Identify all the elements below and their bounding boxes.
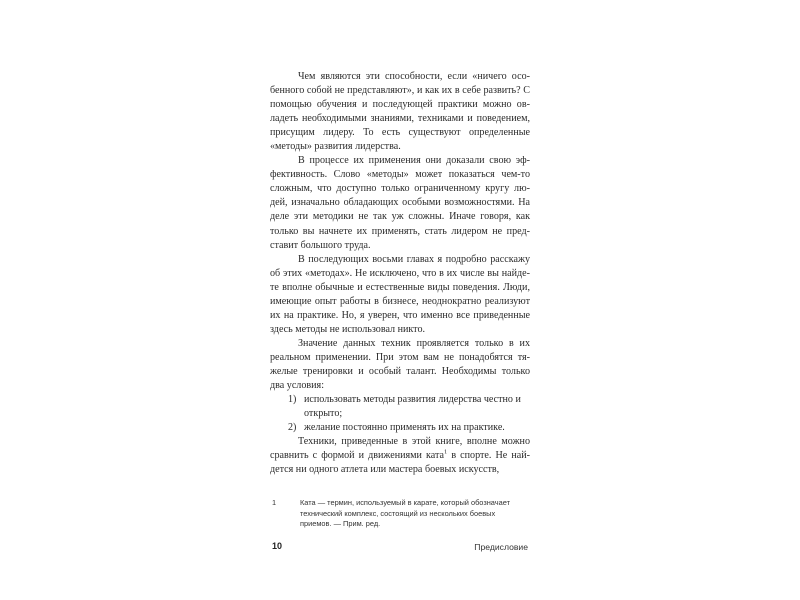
paragraph-3: В последующих восьми главах я подробно расскажу об этих «методах». Не исключено, что в их числе вы найдете вполне обычные и естественные виды поведения. Люди, имеющие опыт работы в бизнесе, неоднократно реализуют их на практике. Но, я уверен, что именно все приведенные здесь методы не использовал никто. — [270, 253, 530, 335]
paragraph-5-start: Техники, приведенные в этой книге, вполне можно сравнить с формой и движениями ката — [270, 436, 530, 462]
footnote-text: Ката — термин, используемый в карате, который обозначает технический комплекс, состоящий из нескольких боевых приемов. — Прим. ред. — [300, 498, 510, 529]
page-number: 10 — [272, 541, 283, 551]
list-item — [270, 421, 530, 435]
paragraph-5 — [270, 435, 530, 477]
paragraph-4: Значение данных техник проявляется только в их реальном применении. При этом вам не понадобятся тяжелые тренировки и особый талант. Необходимы только два условия: — [270, 337, 530, 392]
list-item — [270, 393, 530, 421]
conditions-list — [270, 393, 530, 435]
footnote-reference[interactable]: 1 — [444, 448, 448, 456]
body-text — [270, 70, 530, 477]
paragraph-2: В процессе их применения они доказали свою эффективность. Слово «методы» может показаться чем-то сложным, что доступно только ограниченному кругу людей, изначально обладающих особыми возможностями. На деле эти методики не так уж сложны. Иначе говоря, как только вы начнете их применять, стать лидером не представит большого труда. — [270, 155, 530, 251]
paragraph-1: Чем являются эти способности, если «ничего особенного собой не представляют», и как их в себе развить? С помощью обучения и последующей практики можно овладеть необходимыми знаниями, техниками и поведением, присущим лидеру. То есть существуют определенные «методы» развития лидерства. — [270, 71, 530, 153]
footnote-number: 1 — [272, 498, 277, 507]
list-item-number: 2) — [288, 422, 297, 434]
paragraph-5-end: в спорте. Не найдется ни одного атлета или мастера боевых искусств, — [270, 450, 530, 476]
running-footer-section: Предисловие — [474, 542, 528, 552]
list-item-text: использовать методы развития лидерства честно и открыто; — [304, 394, 521, 420]
footnote — [272, 498, 530, 530]
list-item-number: 1) — [288, 394, 297, 406]
list-item-text: желание постоянно применять их на практике. — [304, 422, 505, 434]
